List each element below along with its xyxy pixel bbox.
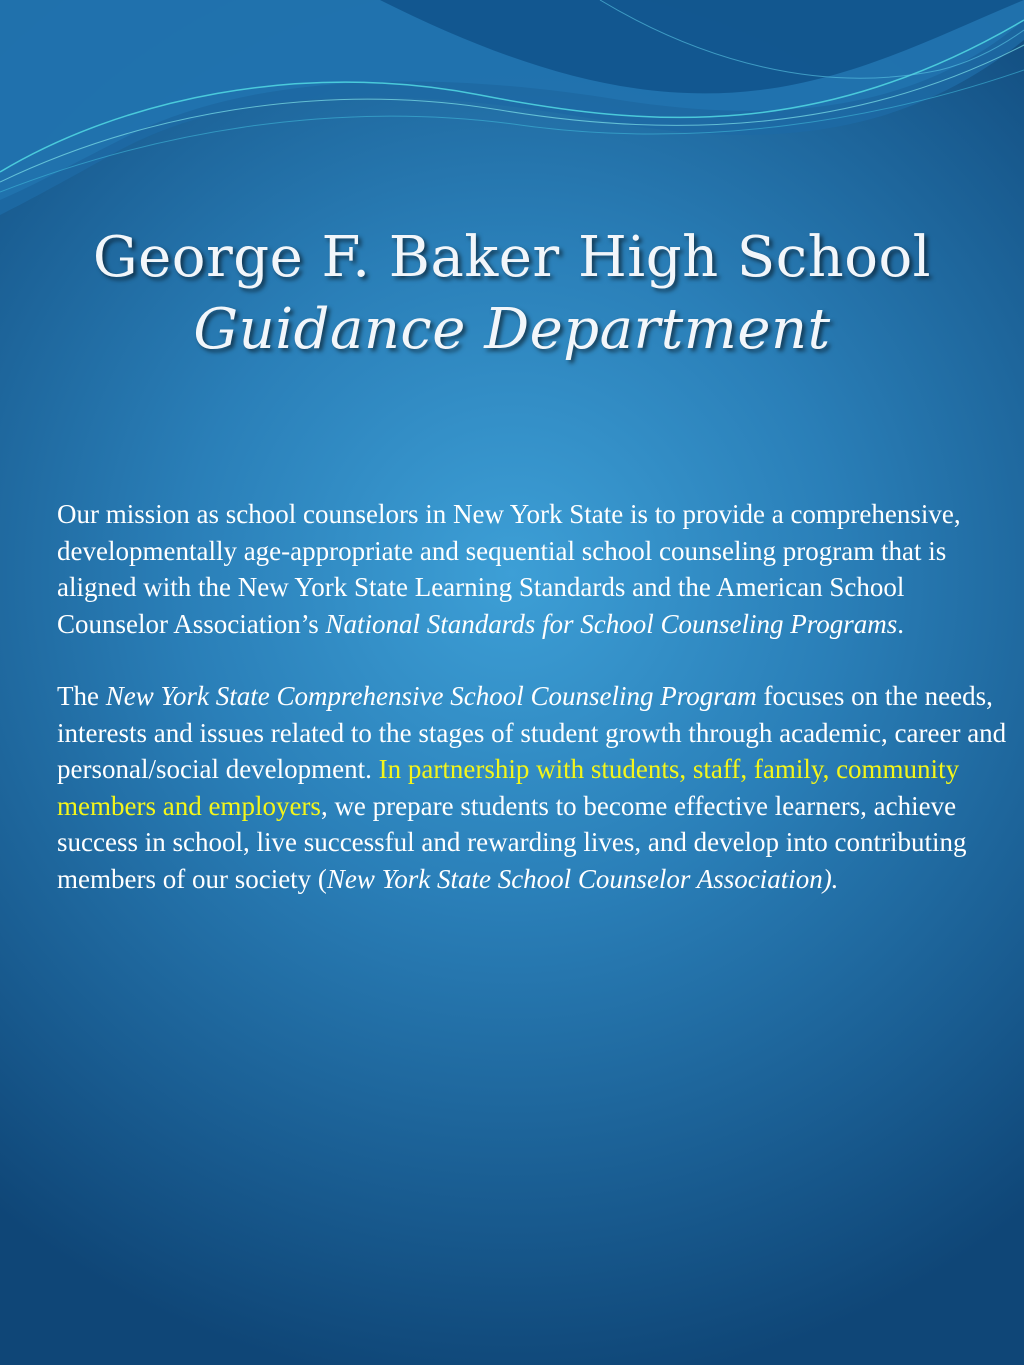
decorative-wave-header [0,0,1024,230]
body-text [57,496,1007,933]
program-paragraph [57,678,1007,897]
program-after-highlight: , we prepare students to become effective learners, achieve success in school, live successful and rewarding lives, and develop into contributing members of our society ( [57,790,967,894]
program-title: New York State Comprehensive School Counseling Program [105,681,757,711]
page-title: George F. Baker High School [92,225,932,290]
partnership-highlight: In partnership with students, staff, family, community members and employers [57,754,960,821]
mission-end: . [897,608,905,639]
citation: New York State School Counselor Association). [326,863,839,894]
mission-text: Our mission as school counselors in New York State is to provide a comprehensive, developmentally age-appropriate and sequential school counseling program that is aligned with the New York State Learning Standards and the American School Counselor Association’s [57,499,961,639]
page-subtitle: Guidance Department [193,297,831,362]
program-middle: focuses on the needs, interests and issues related to the stages of student growth through academic, career and personal/social development. [57,681,1007,784]
title-block [0,222,1024,366]
standards-title: National Standards for School Counseling Programs [325,608,898,639]
program-start: The [57,681,106,711]
mission-paragraph [57,496,1007,642]
